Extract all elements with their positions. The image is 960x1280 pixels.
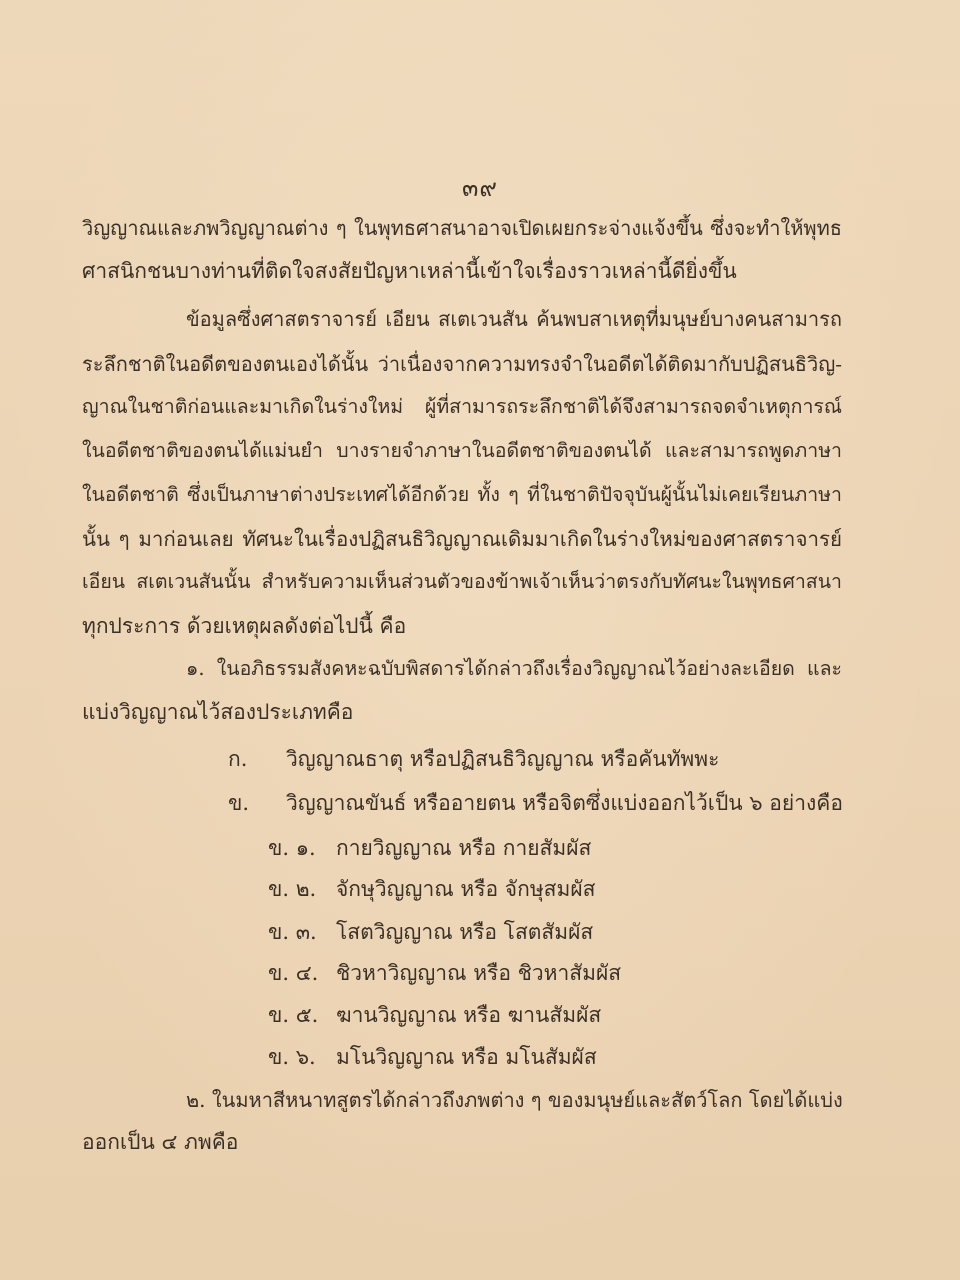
numbered-paragraph-line: ๒. ในมหาสีหนาทสูตรได้กล่าวถึงภพต่าง ๆ ของมนุษย์และสัตว์โลก โดยได้แบ่ง xyxy=(186,1088,843,1112)
list-item-text: มโนวิญญาณ หรือ มโนสัมผัส xyxy=(336,1045,597,1069)
list-item-text: ฆานวิญญาณ หรือ ฆานสัมผัส xyxy=(336,1003,602,1027)
sub-list-item xyxy=(268,875,595,903)
sub-list-item xyxy=(268,959,621,987)
paragraph-line: นั้น ๆ มาก่อนเลย ทัศนะในเรื่องปฏิสนธิวิญญาณเดิมมาเกิดในร่างใหม่ของศาสตราจารย์ xyxy=(82,527,842,551)
paragraph-line: เอียน สเตเวนสันนั้น สำหรับความเห็นส่วนตัวของข้าพเจ้าเห็นว่าตรงกับทัศนะในพุทธศาสนา xyxy=(82,570,842,593)
paragraph-line: ในอดีตชาติ ซึ่งเป็นภาษาต่างประเทศได้อีกด้วย ทั้ง ๆ ที่ในชาติปัจจุบันผู้นั้นไม่เคยเรียนภาษา xyxy=(82,483,842,506)
sub-list-item xyxy=(268,834,591,862)
list-marker: ข. ๖. xyxy=(268,1045,316,1069)
sub-list-item xyxy=(268,918,593,946)
list-item-text: กายวิญญาณ หรือ กายสัมผัส xyxy=(336,836,592,860)
list-item xyxy=(228,789,843,817)
list-item-text: จักษุวิญญาณ หรือ จักษุสมผัส xyxy=(336,877,596,901)
list-marker: ก. xyxy=(228,747,248,771)
list-item xyxy=(228,745,719,773)
list-item-text: ชิวหาวิญญาณ หรือ ชิวหาสัมผัส xyxy=(336,961,622,985)
list-marker: ข. ๑. xyxy=(268,836,316,860)
paragraph-line: ศาสนิกชนบางท่านที่ติดใจสงสัยปัญหาเหล่านี้เข้าใจเรื่องราวเหล่านี้ดียิ่งขึ้น xyxy=(82,259,737,283)
list-marker: ข. ๕. xyxy=(268,1003,319,1027)
numbered-paragraph-line: ๑. ในอภิธรรมสังคหะฉบับพิสดารได้กล่าวถึงเรื่องวิญญาณไว้อย่างละเอียด และ xyxy=(186,657,842,680)
list-marker: ข. ๓. xyxy=(268,920,317,944)
list-marker: ข. ๔. xyxy=(268,961,319,985)
sub-list-item xyxy=(268,1001,601,1029)
list-item-text: วิญญาณธาตุ หรือปฏิสนธิวิญญาณ หรือคันทัพพะ xyxy=(286,747,720,771)
sub-list-item xyxy=(268,1043,597,1071)
paragraph-line: ออกเป็น ๔ ภพคือ xyxy=(82,1130,239,1154)
list-item-text: โสตวิญญาณ หรือ โสตสัมผัส xyxy=(336,920,594,944)
paragraph-line: แบ่งวิญญาณไว้สองประเภทคือ xyxy=(82,700,354,724)
paragraph-line: ระลึกชาติในอดีตของตนเองได้นั้น ว่าเนื่องจากความทรงจำในอดีตได้ติดมากับปฏิสนธิวิญ- xyxy=(82,352,842,376)
paragraph-line: ทุกประการ ด้วยเหตุผลดังต่อไปนี้ คือ xyxy=(82,614,407,638)
paragraph-line: ข้อมูลซึ่งศาสตราจารย์ เอียน สเตเวนสัน ค้นพบสาเหตุที่มนุษย์บางคนสามารถ xyxy=(186,307,842,331)
list-marker: ข. ๒. xyxy=(268,877,317,901)
paragraph-line: ในอดีตชาติของตนได้แม่นยำ บางรายจำภาษาในอดีตชาติของตนได้ และสามารถพูดภาษา xyxy=(82,439,842,462)
page-number: ๓๙ xyxy=(462,174,498,202)
paragraph-line: วิญญาณและภพวิญญาณต่าง ๆ ในพุทธศาสนาอาจเปิดเผยกระจ่างแจ้งขึ้น ซึ่งจะทำให้พุทธ xyxy=(82,216,842,240)
list-item-text: วิญญาณขันธ์ หรืออายตน หรือจิตซึ่งแบ่งออกไว้เป็น ๖ อย่างคือ xyxy=(286,791,843,815)
list-marker: ข. xyxy=(228,791,250,815)
paragraph-line: ญาณในชาติก่อนและมาเกิดในร่างใหม่ ผู้ที่สามารถระลึกชาติได้จึงสามารถจดจำเหตุการณ์ xyxy=(82,395,842,418)
